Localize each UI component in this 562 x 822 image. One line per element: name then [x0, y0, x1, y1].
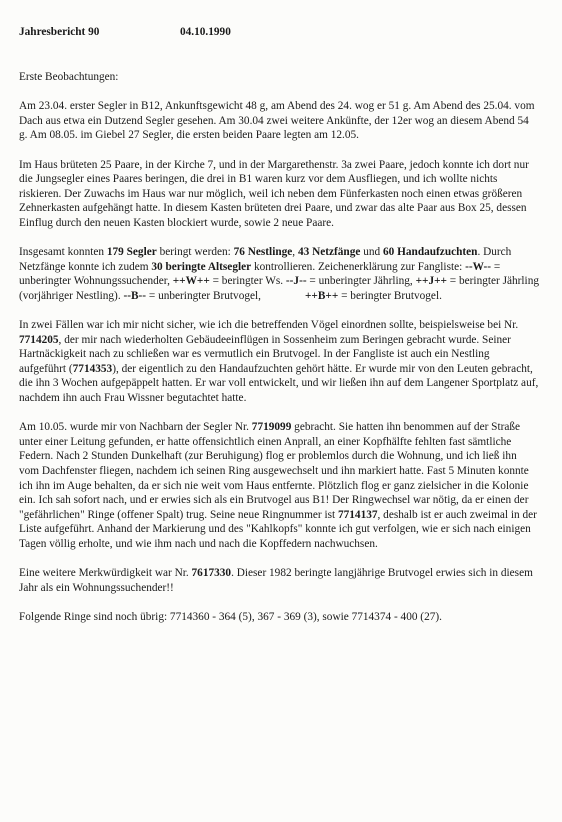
paragraph-curiosity: Eine weitere Merkwürdigkeit war Nr. 7617330. Dieser 1982 beringte langjährige Brutvogel erwies sich in diesem Jahr als ein Wohnungssuchender!! [19, 567, 533, 594]
document-header [19, 26, 231, 38]
paragraph-ringing-summary: Insgesamt konnten 179 Segler beringt werden: 76 Nestlinge, 43 Netzfänge und 60 Handaufzuchten. Durch Netzfänge konnte ich zudem 30 beringte Altsegler kontrollieren. Zeichenerklärung zur Fangliste: --W-- = unberingter Wohnungssuchender, ++W++ = beringter Ws. --J-- = unberingter Jährling, ++J++ = beringter Jährling (vorjähriger Nestling). --B-- = unberingter Brutvogel, ++B++ = beringter Brutvogel. [19, 246, 539, 302]
document-body [19, 70, 539, 639]
report-title: Jahresbericht 90 [19, 26, 100, 38]
paragraph-injured-swift: Am 10.05. wurde mir von Nachbarn der Segler Nr. 7719099 gebracht. Sie hatten ihn benommen auf der Straße unter einer Leitung gefunden, er hatte offensichtlich einen Anprall, an einer Kopfhälfte fehlten fast sämtliche Federn. Nach 2 Stunden Dunkelhaft (zur Beruhigung) flog er problemlos durch die Wohnung, und ich ließ ihn vom Dachfenster fliegen, nachdem ich seinen Ring ausgewechselt und ihn markiert hatte. Fast 5 Minuten konnte ich ihn im Auge behalten, da er sich nie weit vom Haus entfernte. Plötzlich flog er ganz zielsicher in die Kolonie ein. Ich sah sofort nach, und er erwies sich als ein Brutvogel aus B1! Der Ringwechsel war nötig, da er einen der "gefährlichen" Ringe (offener Spalt) trug. Seine neue Ringnummer ist 7714137, deshalb ist er auch zweimal in der Liste aufgeführt. Anhand der Markierung und des "Kahlkopfs" konnte ich gut verfolgen, wie er sich nach einigen Tagen völlig erholte, und wie ihm nach und nach die Kopffedern nachwuchsen. [19, 421, 537, 550]
section-title: Erste Beobachtungen: [19, 71, 119, 83]
report-date: 04.10.1990 [180, 26, 231, 38]
paragraph-remaining-rings: Folgende Ringe sind noch übrig: 7714360 - 364 (5), 367 - 369 (3), sowie 7714374 - 400 (27). [19, 610, 442, 623]
paragraph-breeding: Im Haus brüteten 25 Paare, in der Kirche 7, und in der Margarethenstr. 3a zwei Paare, jedoch konnte ich dort nur die Jungsegler eines Paares beringen, die drei in B1 waren kurz vor dem Ausfliegen, und ich wollte nichts riskieren. Der Zuwachs im Haus war nur möglich, weil ich neben dem Fünferkasten noch einen etwas größeren Zehnerkasten aufgehängt hatte. In diesem Kasten brüteten drei Paare, und zwar das alte Paar aus Box 25, dessen Einflug durch den neuen Kasten blockiert wurde, sowie 2 neue Paare. [19, 158, 529, 229]
paragraph-uncertain-cases: In zwei Fällen war ich mir nicht sicher, wie ich die betreffenden Vögel einordnen sollte, beispielsweise bei Nr. 7714205, der mir nach wiederholten Gebäudeeinflügen in Sossenheim zum Beringen gebracht wurde. Seiner Hartnäckigkeit nach zu schließen war es vermutlich ein Brutvogel. In der Fangliste ist auch ein Nestling aufgeführt (7714353), der eigentlich zu den Handaufzuchten gehört hätte. Er wurde mir von den Leuten gebracht, die ihn 3 Wochen aufgepäppelt hatten. Er war voll entwickelt, und wir ließen ihn auf dem Langener Sportplatz auf, nachdem ihn auch Frau Wissner begutachtet hatte. [19, 319, 539, 405]
paragraph-arrival: Am 23.04. erster Segler in B12, Ankunftsgewicht 48 g, am Abend des 24. wog er 51 g. Am Abend des 25.04. vom Dach aus etwa ein Dutzend Segler gesehen. Am 30.04 zwei weitere Ankünfte, der 12er wog an diesem Abend 54 g. Am 08.05. im Giebel 27 Segler, die ersten beiden Paare legten am 12.05. [19, 100, 535, 142]
